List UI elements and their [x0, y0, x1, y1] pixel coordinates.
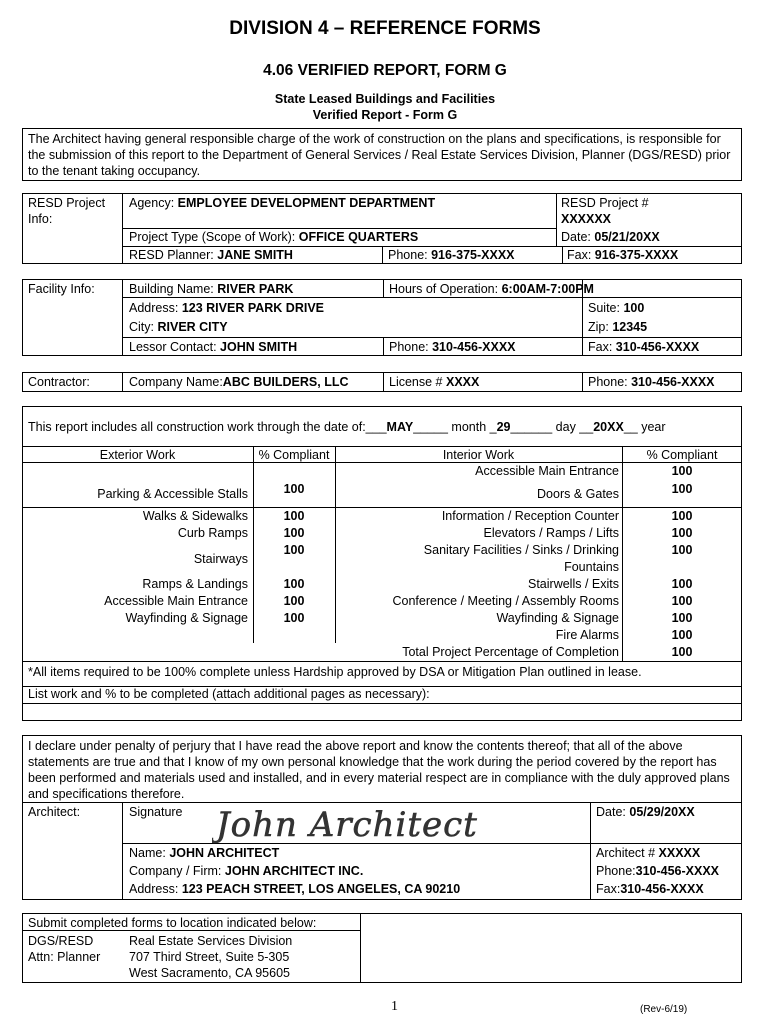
zip-label: Zip: [588, 320, 609, 334]
exterior-item: Ramps & Landings [142, 577, 248, 591]
architect-num-field[interactable] [596, 845, 700, 861]
report-year: 20XX [593, 420, 624, 434]
list-work-label: List work and % to be completed (attach additional pages as necessary): [28, 687, 430, 701]
exterior-header: Exterior Work [99, 448, 176, 462]
completion-note: *All items required to be 100% complete unless Hardship approved by DSA or Mitigation Plan outlined in lease. [28, 665, 642, 679]
resd-date-field[interactable] [561, 229, 660, 245]
interior-pct[interactable]: 100 [671, 543, 693, 557]
exterior-pct[interactable]: 100 [283, 482, 305, 496]
interior-item: Conference / Meeting / Assembly Rooms [392, 594, 619, 608]
agency-label: Agency: [129, 196, 175, 210]
company-label: Company Name: [129, 375, 223, 389]
resd-phone-value: 916-375-XXXX [431, 248, 515, 262]
architect-phone-field[interactable] [596, 863, 719, 879]
resd-phone-field[interactable] [388, 247, 515, 263]
report-month: MAY [386, 420, 414, 434]
exterior-item: Curb Ramps [177, 526, 248, 540]
interior-item: Wayfinding & Signage [496, 611, 619, 625]
exterior-pct[interactable]: 100 [283, 594, 305, 608]
report-date-prefix: This report includes all construction work through the date of:___ [28, 420, 387, 434]
submit-address-line-2: 707 Third Street, Suite 5-305 [129, 950, 290, 964]
resd-date-label: Date: [561, 230, 591, 244]
project-type-value: OFFICE QUARTERS [298, 230, 419, 244]
exterior-pct[interactable]: 100 [283, 611, 305, 625]
architect-num-value: XXXXX [658, 846, 701, 860]
company-value: ABC BUILDERS, LLC [222, 375, 349, 389]
resd-label-1: RESD Project [28, 196, 106, 210]
building-field[interactable] [129, 281, 293, 297]
exterior-item: Stairways [193, 552, 248, 566]
license-field[interactable] [389, 374, 479, 390]
architect-label: Architect: [28, 805, 81, 819]
architect-num-label: Architect # [596, 846, 656, 860]
resd-fax-field[interactable] [567, 247, 678, 263]
resd-project-num-value[interactable]: XXXXXX [561, 212, 612, 226]
submit-title: Submit completed forms to location indicated below: [28, 916, 317, 930]
interior-item: Elevators / Ramps / Lifts [483, 526, 619, 540]
resd-fax-label: Fax: [567, 248, 592, 262]
license-value: XXXX [446, 375, 480, 389]
declaration-date-value: 05/29/20XX [629, 805, 695, 819]
resd-date-value: 05/21/20XX [594, 230, 660, 244]
exterior-item: Wayfinding & Signage [125, 611, 248, 625]
exterior-pct-header: % Compliant [258, 448, 330, 462]
declaration-text: I declare under penalty of perjury that I have read the above report and know the contents thereof; that all of the above statements are true and that I know of my own personal knowledge that the work during the period covered by the report has been performed and materials used and installed, and in every material respect are in compliance with the duly approved plans and specifications therefore. [28, 739, 730, 801]
contractor-phone-field[interactable] [588, 374, 715, 390]
form-title: 4.06 VERIFIED REPORT, FORM G [263, 62, 507, 79]
architect-address-value: 123 PEACH STREET, LOS ANGELES, CA 90210 [181, 882, 461, 896]
list-work-field[interactable] [23, 704, 741, 720]
exterior-pct[interactable]: 100 [283, 509, 305, 523]
interior-item: Fire Alarms [555, 628, 619, 642]
project-type-label: Project Type (Scope of Work): [129, 230, 296, 244]
resd-label-2: Info: [28, 212, 53, 226]
architect-name-label: Name: [129, 846, 166, 860]
signature-text: John Architect [216, 805, 478, 845]
exterior-item: Parking & Accessible Stalls [97, 487, 248, 501]
facility-fax-value: 310-456-XXXX [615, 340, 700, 354]
report-year-suffix: __ year [623, 420, 666, 434]
city-label: City: [129, 320, 154, 334]
architect-address-label: Address: [129, 882, 179, 896]
exterior-item: Walks & Sidewalks [142, 509, 248, 523]
zip-value: 12345 [612, 320, 648, 334]
architect-company-label: Company / Firm: [129, 864, 222, 878]
address-value: 123 RIVER PARK DRIVE [181, 301, 324, 315]
submit-label-2: Attn: Planner [28, 950, 101, 964]
license-label: License # [389, 375, 443, 389]
report-day-suffix: ______ day __ [510, 420, 594, 434]
building-value: RIVER PARK [217, 282, 294, 296]
interior-pct[interactable]: 100 [671, 577, 693, 591]
architect-company-value: JOHN ARCHITECT INC. [224, 864, 364, 878]
architect-fax-value: 310-456-XXXX [620, 882, 704, 896]
facility-fax-field[interactable] [588, 339, 699, 355]
resd-phone-label: Phone: [388, 248, 428, 262]
contractor-phone-value: 310-456-XXXX [631, 375, 715, 389]
interior-pct[interactable]: 100 [671, 464, 693, 478]
lessor-field[interactable] [129, 339, 297, 355]
architect-phone-label: Phone: [596, 864, 636, 878]
interior-pct[interactable]: 100 [671, 482, 693, 496]
architect-fax-field[interactable] [596, 881, 704, 897]
hours-field[interactable] [389, 281, 594, 297]
declaration-date-field[interactable] [596, 804, 695, 820]
submit-address-line-3: West Sacramento, CA 95605 [129, 966, 290, 980]
interior-pct[interactable]: 100 [671, 611, 693, 625]
facility-fax-label: Fax: [588, 340, 613, 354]
architect-address-field[interactable] [129, 881, 460, 897]
revision-label: (Rev-6/19) [640, 1004, 688, 1015]
address-field[interactable] [129, 300, 324, 316]
city-value: RIVER CITY [157, 320, 228, 334]
interior-header: Interior Work [442, 448, 515, 462]
suite-value: 100 [623, 301, 645, 315]
form-subtitle [0, 91, 770, 123]
subtitle-line-2: Verified Report - Form G [312, 108, 458, 122]
interior-item: Stairwells / Exits [528, 577, 619, 591]
architect-name-field[interactable] [129, 845, 279, 861]
contractor-phone-label: Phone: [588, 375, 628, 389]
interior-pct[interactable]: 100 [671, 594, 693, 608]
exterior-pct[interactable]: 100 [283, 577, 305, 591]
lessor-value: JOHN SMITH [220, 340, 298, 354]
intro-text: The Architect having general responsible charge of the work of construction on the plans and specifications, is responsible for the submission of this report to the Department of General Services / Real Estate Services Division, Planner (DGS/RESD) prior to the tenant taking occupancy. [28, 132, 731, 178]
facility-label: Facility Info: [28, 282, 95, 296]
facility-phone-value: 310-456-XXXX [432, 340, 516, 354]
resd-planner-field[interactable] [129, 247, 293, 263]
interior-pct[interactable]: 100 [671, 526, 693, 540]
interior-pct-header: % Compliant [646, 448, 718, 462]
zip-field[interactable] [588, 319, 647, 335]
interior-item: Doors & Gates [537, 487, 619, 501]
project-type-field[interactable] [129, 229, 418, 245]
architect-company-field[interactable] [129, 863, 363, 879]
suite-label: Suite: [588, 301, 620, 315]
suite-field[interactable] [588, 300, 644, 316]
resd-planner-label: RESD Planner: [129, 248, 214, 262]
contractor-label: Contractor: [28, 375, 90, 389]
interior-item-cont: Fountains [564, 560, 619, 574]
report-date-line[interactable] [28, 419, 666, 435]
exterior-item: Accessible Main Entrance [104, 594, 248, 608]
declaration-date-label: Date: [596, 805, 626, 819]
lessor-label: Lessor Contact: [129, 340, 217, 354]
division-title: DIVISION 4 – REFERENCE FORMS [229, 18, 541, 39]
architect-fax-label: Fax: [596, 882, 621, 896]
agency-field[interactable] [129, 195, 435, 211]
resd-planner-value: JANE SMITH [217, 248, 293, 262]
hours-value: 6:00AM-7:00PM [501, 282, 594, 296]
exterior-pct[interactable]: 100 [283, 543, 305, 557]
architect-phone-value: 310-456-XXXX [635, 864, 720, 878]
agency-value: EMPLOYEE DEVELOPMENT DEPARTMENT [177, 196, 436, 210]
resd-fax-value: 916-375-XXXX [594, 248, 679, 262]
subtitle-line-1: State Leased Buildings and Facilities [274, 92, 496, 106]
address-label: Address: [129, 301, 179, 315]
city-field[interactable] [129, 319, 228, 335]
interior-item: Sanitary Facilities / Sinks / Drinking [423, 543, 619, 557]
company-field[interactable] [129, 374, 349, 390]
facility-phone-field[interactable] [389, 339, 516, 355]
resd-project-num-label: RESD Project # [561, 196, 649, 210]
interior-item: Information / Reception Counter [441, 509, 619, 523]
signature-label: Signature [129, 805, 183, 819]
facility-phone-label: Phone: [389, 340, 429, 354]
architect-name-value: JOHN ARCHITECT [169, 846, 280, 860]
interior-pct[interactable]: 100 [671, 509, 693, 523]
submit-address-line-1: Real Estate Services Division [129, 934, 293, 948]
hours-label: Hours of Operation: [389, 282, 499, 296]
interior-item: Accessible Main Entrance [475, 464, 619, 478]
total-completion-pct[interactable]: 100 [671, 645, 693, 659]
page-number: 1 [391, 999, 398, 1014]
total-completion-label: Total Project Percentage of Completion [402, 645, 619, 659]
interior-pct[interactable]: 100 [671, 628, 693, 642]
report-month-suffix: _____ month _ [413, 420, 497, 434]
exterior-pct[interactable]: 100 [283, 526, 305, 540]
signature-image[interactable] [212, 800, 512, 846]
building-label: Building Name: [129, 282, 214, 296]
submit-label-1: DGS/RESD [28, 934, 94, 948]
report-day: 29 [496, 420, 511, 434]
